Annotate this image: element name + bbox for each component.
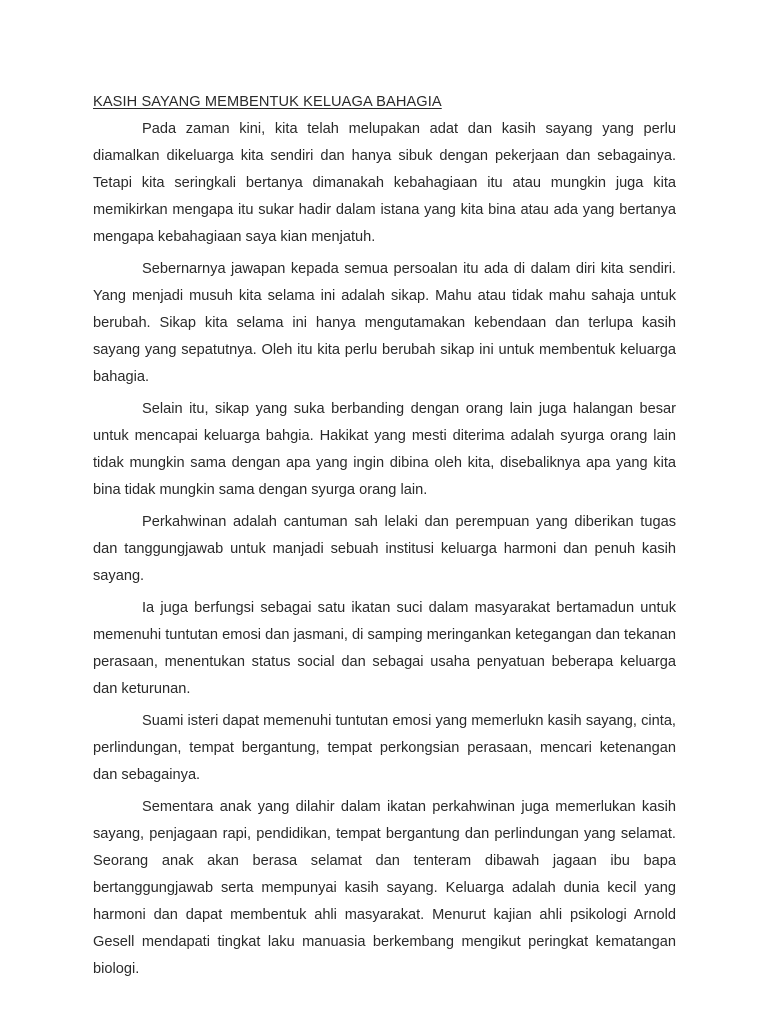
- paragraph-1: Pada zaman kini, kita telah melupakan adat dan kasih sayang yang perlu diamalkan dikeluarga kita sendiri dan hanya sibuk dengan pekerjaan dan sebagainya. Tetapi kita seringkali bertanya dimanakah kebahagiaan itu atau mungkin juga kita memikirkan mengapa itu sukar hadir dalam istana yang kita bina atau ada yang bertanya mengapa kebahagiaan saya kian menjatuh.: [93, 121, 676, 245]
- paragraph-6: Suami isteri dapat memenuhi tuntutan emosi yang memerlukn kasih sayang, cinta, perlindungan, tempat bergantung, tempat perkongsian perasaan, mencari ketenangan dan sebagainya.: [93, 713, 676, 783]
- paragraph-7: Sementara anak yang dilahir dalam ikatan perkahwinan juga memerlukan kasih sayang, penjagaan rapi, pendidikan, tempat bergantung dan perlindungan yang selamat. Seorang anak akan berasa selamat dan tenteram dibawah jagaan ibu bapa bertanggungjawab serta mempunyai kasih sayang. Keluarga adalah dunia kecil yang harmoni dan dapat membentuk ahli masyarakat. Menurut kajian ahli psikologi Arnold Gesell mendapati tingkat laku manuasia berkembang mengikut peringkat kematangan biologi.: [93, 799, 676, 977]
- paragraph-4: Perkahwinan adalah cantuman sah lelaki dan perempuan yang diberikan tugas dan tanggungjawab untuk manjadi sebuah institusi keluarga harmoni dan penuh kasih sayang.: [93, 514, 676, 584]
- paragraph-2: Sebernarnya jawapan kepada semua persoalan itu ada di dalam diri kita sendiri. Yang menjadi musuh kita selama ini adalah sikap. Mahu atau tidak mahu sahaja untuk berubah. Sikap kita selama ini hanya mengutamakan kebendaan dan terlupa kasih sayang yang sepatutnya. Oleh itu kita perlu berubah sikap ini untuk membentuk keluarga bahagia.: [93, 261, 676, 385]
- document-title: KASIH SAYANG MEMBENTUK KELUAGA BAHAGIA: [93, 94, 442, 110]
- paragraph-3: Selain itu, sikap yang suka berbanding dengan orang lain juga halangan besar untuk mencapai keluarga bahgia. Hakikat yang mesti diterima adalah syurga orang lain tidak mungkin sama dengan apa yang ingin dibina oleh kita, disebaliknya apa yang kita bina tidak mungkin sama dengan syurga orang lain.: [93, 401, 676, 498]
- document-page: [93, 92, 676, 988]
- paragraph-5: Ia juga berfungsi sebagai satu ikatan suci dalam masyarakat bertamadun untuk memenuhi tuntutan emosi dan jasmani, di samping meringankan ketegangan dan tekanan perasaan, menentukan status social dan sebagai usaha penyatuan beberapa keluarga dan keturunan.: [93, 600, 676, 697]
